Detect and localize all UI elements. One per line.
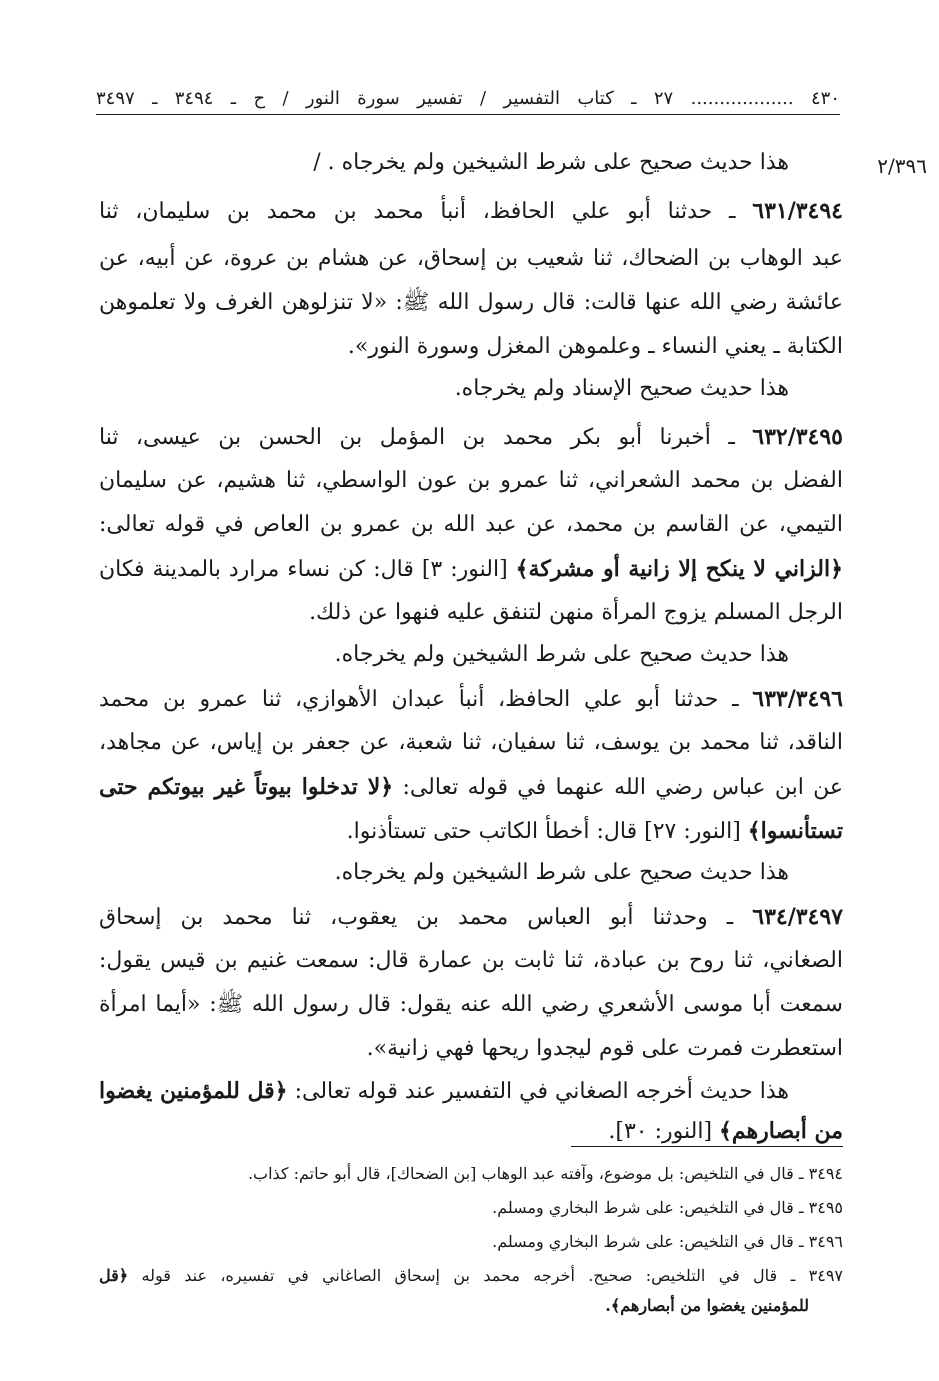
body-line-6: هذا حديث صحيح الإسناد ولم يخرجاه. [454, 376, 789, 401]
body-line-3: عبد الوهاب بن الضحاك، ثنا شعيب بن إسحاق، عن هشام بن عروة، عن أبيه، عن [99, 246, 843, 271]
body-line-4: عائشة رضي الله عنها قالت: قال رسول الله ﷺ: «لا تنزلوهن الغرف ولا تعلموهن [99, 290, 843, 315]
body-line-18: ٦٣٤/٣٤٩٧ ـ وحدثنا أبو العباس محمد بن يعقوب، ثنا محمد بن إسحاق [99, 904, 843, 930]
footnote-3497-cont [99, 1292, 809, 1320]
quran-verse: ﴿قل للمؤمنين يغضوا [99, 1078, 288, 1104]
footnote-rule [571, 1146, 843, 1147]
header-dots: .................. [690, 88, 794, 109]
margin-reference: ٢/٣٩٦ [877, 154, 927, 178]
body-line-17: هذا حديث صحيح على شرط الشيخين ولم يخرجاه. [334, 860, 789, 885]
body-line-10: ﴿الزاني لا ينكح إلا زانية أو مشركة﴾ [النور: ٣] قال: كن نساء مرارد بالمدينة فكان [99, 556, 843, 582]
quran-verse: للمؤمنين يغضوا من أبصارهم﴾. [605, 1296, 809, 1315]
header-rule [96, 114, 840, 115]
running-header [96, 84, 840, 114]
body-line-12: هذا حديث صحيح على شرط الشيخين ولم يخرجاه. [334, 642, 789, 667]
hadith-number: ٦٣١/٣٤٩٤ [752, 198, 843, 224]
body-line-7: ٦٣٢/٣٤٩٥ ـ أخبرنا أبو بكر محمد بن المؤمل بن الحسن بن عيسى، ثنا [99, 424, 843, 450]
body-line-2: ٦٣١/٣٤٩٤ ـ حدثنا أبو علي الحافظ، أنبأ محمد بن محمد بن سليمان، ثنا [99, 198, 843, 224]
body-line-9: التيمي، عن القاسم بن محمد، عن عبد الله بن عمرو بن العاص في قوله تعالى: [99, 512, 843, 537]
body-line-21: استعطرت فمرت على قوم ليجدوا ريحها فهي زانية». [366, 1036, 843, 1061]
body-line-8: الفضل بن محمد الشعراني، ثنا عمرو بن عون الواسطي، ثنا هشيم، عن سليمان [99, 468, 843, 493]
quran-verse: تستأنسوا﴾ [747, 818, 843, 844]
quran-verse: ﴿الزاني لا ينكح إلا زانية أو مشركة﴾ [515, 556, 843, 582]
body-line-5: الكتابة ـ يعني النساء ـ وعلموهن المغزل وسورة النور». [347, 334, 843, 359]
hadith-number: ٦٣٤/٣٤٩٧ [752, 904, 843, 930]
body-line-15: عن ابن عباس رضي الله عنهما في قوله تعالى: ﴿لا تدخلوا بيوتاً غير بيوتكم حتى [99, 774, 843, 800]
footnote-3494: ٣٤٩٤ ـ قال في التلخيص: بل موضوع، وآفته عبد الوهاب [بن الضحاك]، قال أبو حاتم: كذاب. [247, 1164, 843, 1183]
footnote-3497: ٣٤٩٧ ـ قال في التلخيص: صحيح. أخرجه محمد بن إسحاق الصاغاني في تفسيره، عند قوله ﴿قل [99, 1266, 843, 1285]
hadith-number: ٦٣٢/٣٤٩٥ [752, 424, 843, 450]
footnote-3495: ٣٤٩٥ ـ قال في التلخيص: على شرط البخاري ومسلم. [492, 1198, 843, 1217]
body-line-14: الناقد، ثنا محمد بن يوسف، ثنا سفيان، ثنا شعبة، عن جعفر بن إياس، عن مجاهد، [99, 730, 843, 755]
quran-verse: ﴿قل [99, 1266, 129, 1285]
body-line-22: هذا حديث أخرجه الصغاني في التفسير عند قوله تعالى: ﴿قل للمؤمنين يغضوا [99, 1078, 789, 1104]
quran-verse: من أبصارهم﴾ [719, 1118, 843, 1144]
body-line-16: تستأنسوا﴾ [النور: ٢٧] قال: أخطأ الكاتب حتى تستأذنوا. [346, 818, 843, 844]
page-number: ٤٣٠ [811, 88, 840, 109]
footnote-3496: ٣٤٩٦ ـ قال في التلخيص: على شرط البخاري ومسلم. [492, 1232, 843, 1251]
running-title: ٢٧ ـ كتاب التفسير / تفسير سورة النور / ح ـ ٣٤٩٤ ـ ٣٤٩٧ [96, 88, 674, 109]
body-line-19: الصغاني، ثنا روح بن عبادة، ثنا ثابت بن عمارة قال: سمعت غنيم بن قيس يقول: [99, 948, 843, 973]
quran-verse: ﴿لا تدخلوا بيوتاً غير بيوتكم حتى [99, 774, 394, 800]
body-line-13: ٦٣٣/٣٤٩٦ ـ حدثنا أبو علي الحافظ، أنبأ عبدان الأهوازي، ثنا عمرو بن محمد [99, 686, 843, 712]
body-line-11: الرجل المسلم يزوج المرأة منهن لتنفق عليه فنهوا عن ذلك. [309, 600, 843, 625]
body-line-23: من أبصارهم﴾ [النور: ٣٠]. [608, 1118, 843, 1144]
hadith-number: ٦٣٣/٣٤٩٦ [752, 686, 843, 712]
body-line-1: هذا حديث صحيح على شرط الشيخين ولم يخرجاه . / [313, 150, 789, 175]
body-line-20: سمعت أبا موسى الأشعري رضي الله عنه يقول: قال رسول الله ﷺ: «أيما امرأة [99, 992, 843, 1017]
